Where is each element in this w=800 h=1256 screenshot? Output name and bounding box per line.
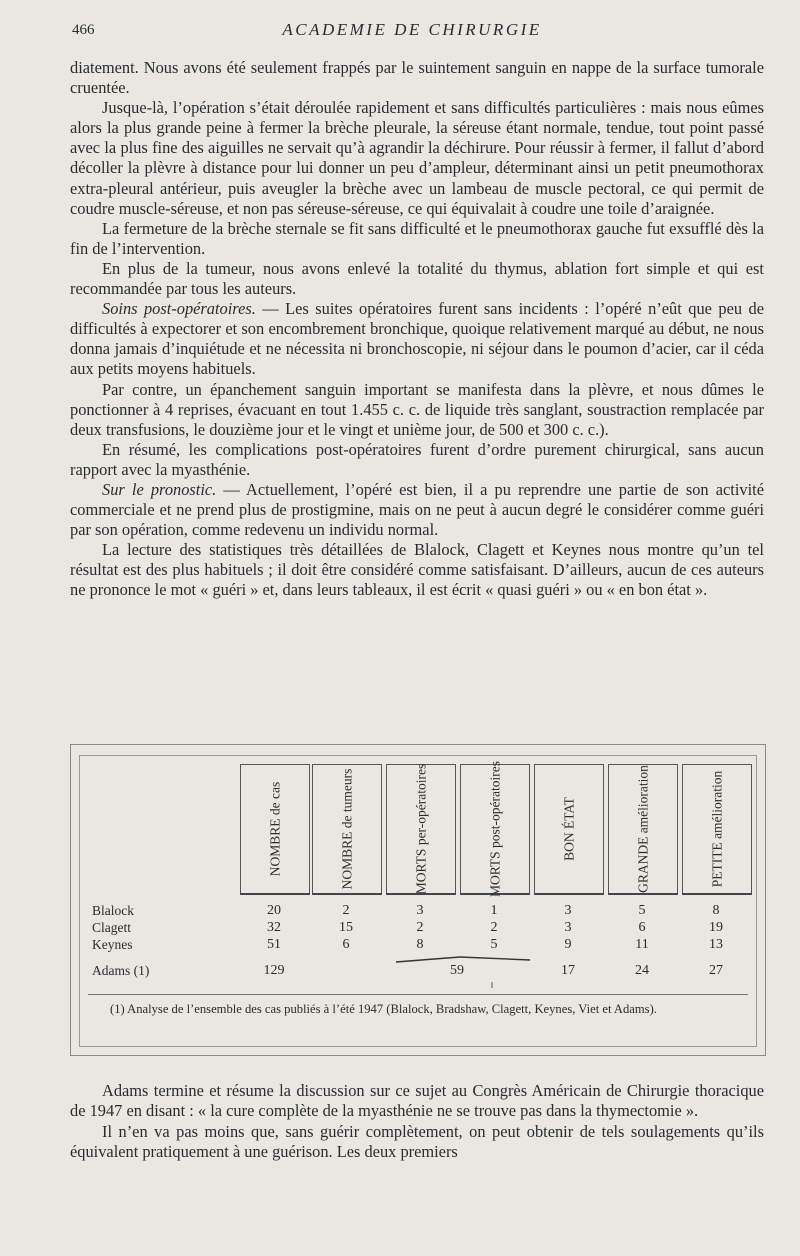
table-cell: 8 (416, 937, 424, 952)
paragraph: La fermeture de la brèche sternale se fit sans difficulté et le pneumothorax gauche fut exsufflé dès la fin de l’intervention. (70, 218, 764, 258)
paragraph: La lecture des statistiques très détaillées de Blalock, Clagett et Keynes nous montre qu’un tel résultat est des plus habituels ; il doit être considéré comme satisfaisant. D’ailleurs, aucun de ces auteurs ne prononce le mot « guéri » et, dans leurs tableaux, il est écrit « quasi guéri » ou « en bon état ». (70, 540, 764, 600)
section-heading: Soins post-opératoires. (102, 299, 256, 319)
table-cell: 3 (564, 920, 572, 935)
table-cell: 32 (267, 920, 281, 935)
column-header: GRANDE amélioration (608, 764, 678, 895)
table-footnote: (1) Analyse de l’ensemble des cas publiés à l’été 1947 (Blalock, Bradshaw, Clagett, Keynes, Viet et Adams). (88, 994, 748, 1017)
table-cell: 3 (416, 903, 424, 918)
table-cell: 3 (564, 903, 572, 918)
table-cell: 13 (709, 937, 723, 952)
table-cell: 15 (339, 920, 353, 935)
table-cell: 9 (564, 937, 572, 952)
paragraph: Il n’en va pas moins que, sans guérir complètement, on peut obtenir de tels soulagements qu’ils équivalent pratiquement à une guérison. Les deux premiers (70, 1121, 764, 1161)
table-cell: 5 (490, 937, 498, 952)
statistics-table (70, 744, 766, 1056)
column-header: NOMBRE de tumeurs (312, 764, 382, 895)
column-header: MORTS post-opératoires (460, 764, 530, 895)
table-cell: 51 (267, 937, 281, 952)
page-number: 466 (72, 22, 95, 38)
paragraph: Sur le pronostic. — Actuellement, l’opéré est bien, il a pu reprendre une partie de son activité commerciale et ne prend plus de prostigmine, mais on ne peut à aucun degré le considérer comme guéri par son opération, comme redevenu un individu normal. (70, 479, 764, 540)
table-cell: 129 (263, 963, 285, 978)
table-cell: 59 (450, 963, 464, 978)
table-cell: 11 (635, 937, 649, 952)
table-cell: 24 (635, 963, 649, 978)
table-frame (79, 755, 757, 1047)
body-text-continued (70, 1081, 764, 1162)
paragraph: Par contre, un épanchement sanguin important se manifesta dans la plèvre, et nous dûmes le ponctionner à 4 reprises, évacuant en tout 1.455 c. c. de liquide très sanglant, soustraction remplacée par deux transfusions, le douzième jour et le vingt et unième jour, de 500 et 300 c. c.). (70, 379, 764, 439)
section-heading: Sur le pronostic. (102, 479, 217, 499)
table-cell: 20 (267, 903, 281, 918)
column-header: NOMBRE de cas (240, 764, 310, 895)
row-label: Adams (1) (92, 963, 150, 978)
table-cell: 6 (638, 920, 646, 935)
column-header: PETITE amélioration (682, 764, 752, 895)
table-cell: 2 (342, 903, 350, 918)
table-cell: 1 (490, 903, 498, 918)
row-label: Keynes (92, 937, 133, 952)
table-cell: 8 (712, 903, 720, 918)
table-cell: 19 (709, 920, 723, 935)
paragraph: En résumé, les complications post-opératoires furent d’ordre purement chirurgical, sans aucun rapport avec la myasthénie. (70, 439, 764, 479)
table-cell: 2 (490, 920, 498, 935)
running-header (64, 20, 760, 44)
running-title: ACADEMIE DE CHIRURGIE (282, 20, 542, 39)
table-cell: 2 (416, 920, 424, 935)
table-cell: 5 (638, 903, 646, 918)
row-label: Clagett (92, 920, 131, 935)
table-cell: 6 (342, 937, 350, 952)
body-text (70, 58, 764, 601)
paragraph: Soins post-opératoires. — Les suites opératoires furent sans incidents : l’opéré n’eût que peu de difficultés à expectorer et son encombrement bronchique, quoique relativement marqué au début, ne nous donna jamais d’inquiétude et ne nécessita ni bronchoscopie, ni séjour dans le poumon d’acier, car il céda aux petits moyens habituels. (70, 299, 764, 379)
paragraph: Adams termine et résume la discussion sur ce sujet au Congrès Américain de Chirurgie thoracique de 1947 en disant : « la cure complète de la myasthénie ne se trouve pas dans la thymectomie ». (70, 1081, 764, 1121)
table-cell: 27 (709, 963, 723, 978)
row-label: Blalock (92, 903, 134, 918)
table-cell: 17 (561, 963, 575, 978)
column-header: BON ÉTAT (534, 764, 604, 895)
paragraph: En plus de la tumeur, nous avons enlevé la totalité du thymus, ablation fort simple et qui est recommandée par tous les auteurs. (70, 258, 764, 299)
column-header: MORTS per-opératoires (386, 764, 456, 895)
paragraph: diatement. Nous avons été seulement frappés par le suintement sanguin en nappe de la surface tumorale cruentée. (70, 58, 764, 98)
paragraph: Jusque-là, l’opération s’était déroulée rapidement et sans difficultés particulières : mais nous eûmes alors la plus grande peine à fermer la brèche pleurale, la séreuse étant normale, tendue, tout point passé avec la plus fine des aiguilles ne servait qu’à agrandir la déchirure. Pour réussir à fermer, il fallut d’abord décoller la plèvre à distance pour lui donner un peu d’ampleur, déterminant ainsi un petit pneumothorax extra-pleural antérieur, puis aveugler la brèche avec un lambeau de muscle pectoral, ce qui permit de coudre muscle-séreuse, et non pas séreuse-séreuse, ce qui équivalait à coudre une toile d’araignée. (70, 98, 764, 218)
